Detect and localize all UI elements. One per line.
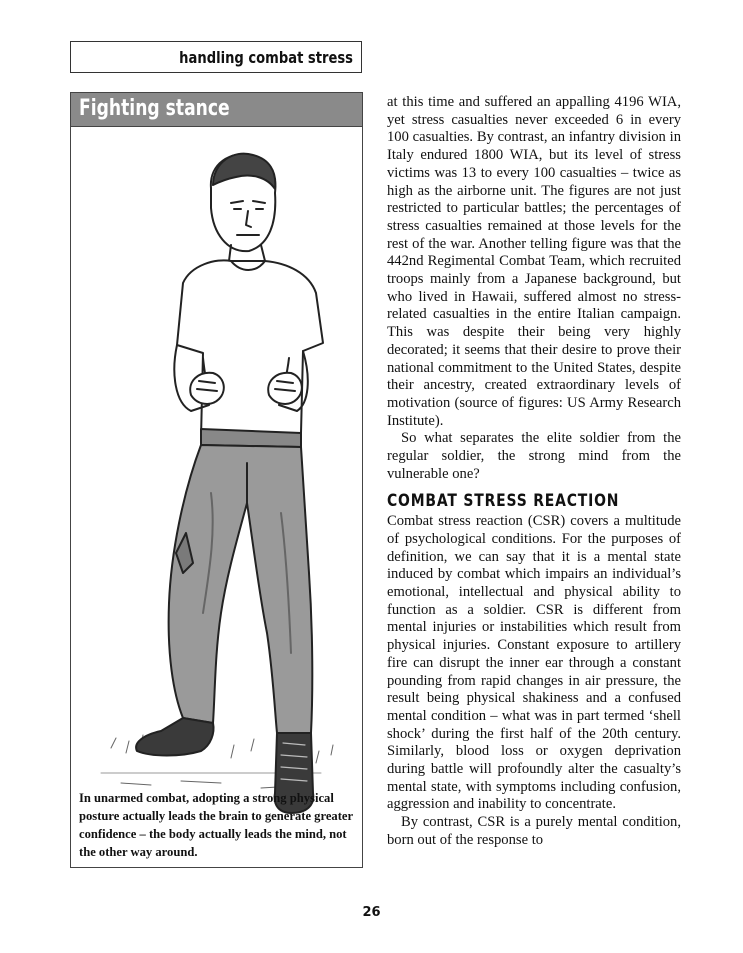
body-paragraph: By contrast, CSR is a purely mental condition, born out of the response to bbox=[387, 814, 681, 848]
body-paragraph: So what separates the elite soldier from the regular soldier, the strong mind from the vulnerable one? bbox=[387, 430, 681, 482]
page-number: 26 bbox=[362, 905, 381, 920]
fighting-stance-illustration bbox=[91, 133, 351, 823]
body-column bbox=[387, 94, 681, 850]
body-paragraph: at this time and suffered an appalling 4196 WIA, yet stress casualties never exceeded 6 in every 100 casualties. By contrast, an infantry division in Italy endured 1800 WIA, but its level of stress victims was 13 to every 100 casualties – twice as high as the airborne unit. The figures are not just restricted to particular battles; the percentages of stress casualties remained at those levels for the rest of the war. Another telling figure was that the 442nd Regimental Combat Team, which recruited troops mainly from a Japanese background, but who lived in Hawaii, suffered almost no stress-related casualties in the entire Italian campaign. This was despite their being very highly decorated; it seems that their desire to prove their national commitment to the United States, despite their ancestry, created extraordinary levels of motivation (source of figures: US Army Research Institute). bbox=[387, 94, 681, 429]
body-paragraph: Combat stress reaction (CSR) covers a multitude of psychological conditions. For the purposes of definition, we can say that it is a mental state induced by combat which impairs an individual’s emotional, intellectual and physical ability to function as a soldier. CSR is different from mental injuries or instabilities which result from physical injuries. Constant exposure to artillery fire can disrupt the inner ear through a constant pounding from rapid changes in air pressure, the result being physical shakiness and a confused mental condition – what was in part termed ‘shell shock’ during the first half of the 20th century. Similarly, blood loss or oxygen deprivation during battle will profoundly alter the casualty’s mental state, with symptoms including confusion, aggression and inability to concentrate. bbox=[387, 513, 681, 813]
illustration-caption: In unarmed combat, adopting a strong physical posture actually leads the brain to generate greater confidence – the body actually leads the mind, not the other way around. bbox=[79, 791, 353, 859]
sidebar-box bbox=[70, 92, 363, 868]
sidebar-title: Fighting stance bbox=[79, 96, 230, 121]
running-header bbox=[70, 41, 362, 73]
sidebar-title-bar bbox=[71, 93, 362, 127]
running-header-title: handling combat stress bbox=[179, 47, 353, 67]
section-heading: COMBAT STRESS REACTION bbox=[387, 491, 620, 512]
